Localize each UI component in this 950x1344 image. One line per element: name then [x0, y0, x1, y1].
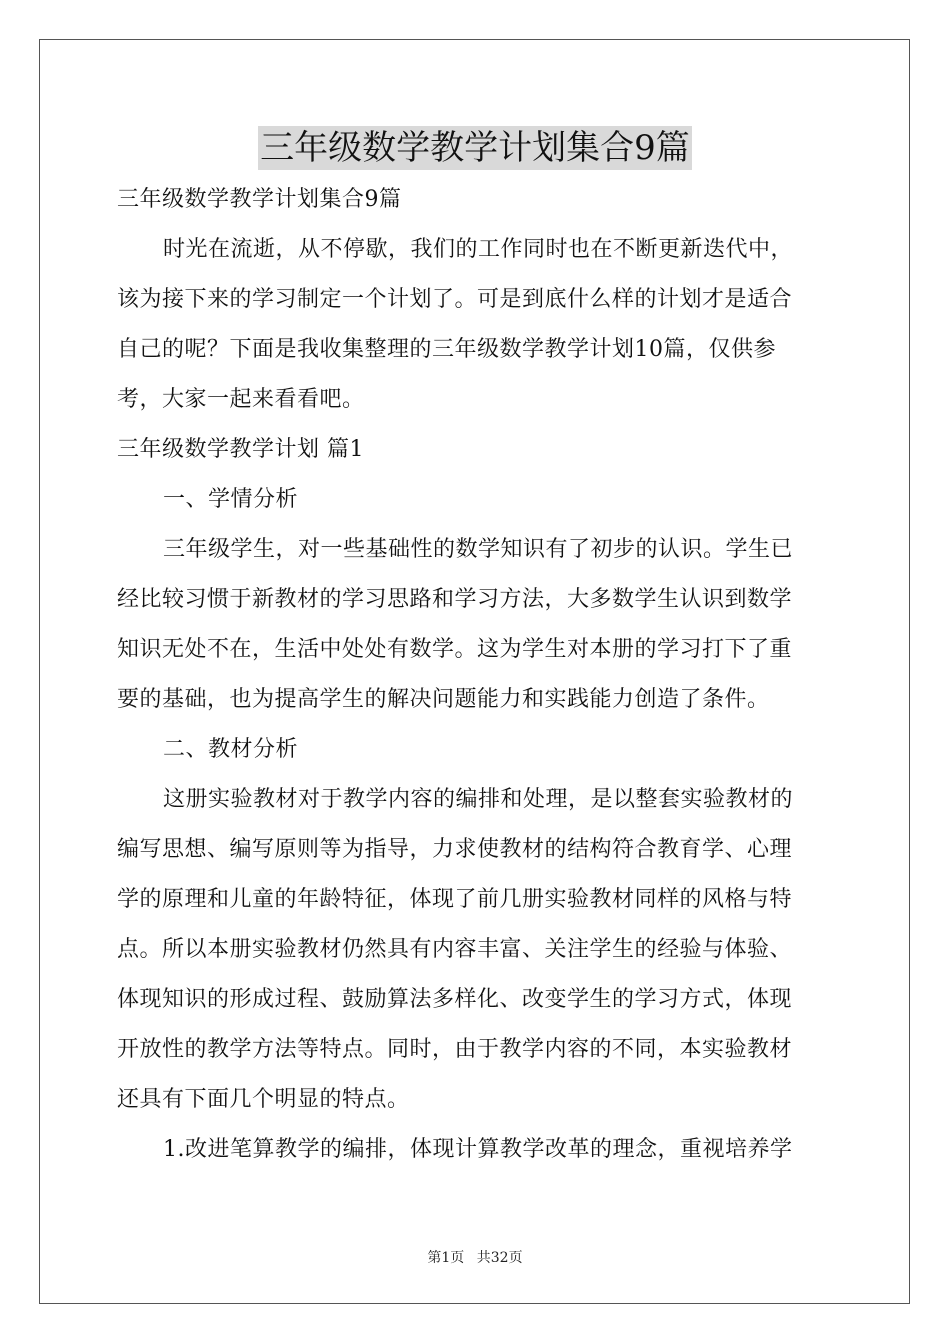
page-total: 共32页: [476, 1250, 523, 1266]
doc-line: 要的基础，也为提高学生的解决问题能力和实践能力创造了条件。: [117, 687, 770, 712]
doc-line: 自己的呢？下面是我收集整理的三年级数学教学计划10篇，仅供参: [117, 337, 776, 362]
doc-line: 三年级学生，对一些基础性的数学知识有了初步的认识。学生已: [163, 537, 794, 562]
doc-line: 开放性的教学方法等特点。同时，由于教学内容的不同，本实验教材: [117, 1037, 793, 1062]
doc-line: 1.改进笔算教学的编排，体现计算教学改革的理念，重视培养学: [163, 1137, 793, 1162]
doc-line: 时光在流逝，从不停歇，我们的工作同时也在不断更新迭代中，: [163, 237, 794, 262]
doc-line: 考，大家一起来看看吧。: [117, 387, 365, 412]
document-body: [117, 175, 837, 1175]
doc-line: 还具有下面几个明显的特点。: [117, 1087, 410, 1112]
page-number: 第1页: [427, 1250, 465, 1266]
doc-line: 点。所以本册实验教材仍然具有内容丰富、关注学生的经验与体验、: [117, 937, 793, 962]
doc-line: 学的原理和儿童的年龄特征，体现了前几册实验教材同样的风格与特: [117, 887, 793, 912]
document-title: 三年级数学教学计划集合9篇: [260, 128, 690, 168]
title-area: [0, 126, 950, 170]
page-footer: [0, 1247, 950, 1267]
doc-line: 体现知识的形成过程、鼓励算法多样化、改变学生的学习方式，体现: [117, 987, 793, 1012]
doc-line: 编写思想、编写原则等为指导，力求使教材的结构符合教育学、心理: [117, 837, 793, 862]
subsection-heading: 二、教材分析: [163, 737, 299, 762]
subsection-heading: 一、学情分析: [163, 487, 299, 512]
section-heading: 三年级数学教学计划 篇1: [117, 437, 364, 462]
doc-line: 这册实验教材对于教学内容的编排和处理，是以整套实验教材的: [163, 787, 794, 812]
doc-line: 三年级数学教学计划集合9篇: [117, 187, 402, 212]
doc-line: 经比较习惯于新教材的学习思路和学习方法，大多数学生认识到数学: [117, 587, 793, 612]
doc-line: 知识无处不在，生活中处处有数学。这为学生对本册的学习打下了重: [117, 637, 793, 662]
doc-line: 该为接下来的学习制定一个计划了。可是到底什么样的计划才是适合: [117, 287, 793, 312]
